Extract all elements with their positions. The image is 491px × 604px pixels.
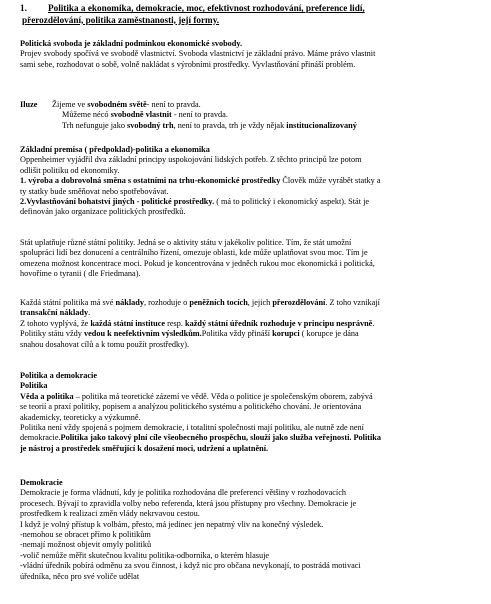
demokracie-line-3: prostředkem k realizaci změn vlády nekrvavou cestou. [20, 509, 200, 519]
title-number: 1. [20, 3, 27, 13]
illusion-list [52, 100, 357, 131]
demokracie-line-1: Demokracie je forma vládnutí, kdy je politika rozhodována dle preferencí většiny v rozhodovacích [20, 488, 346, 498]
costs-line-4: Politiky státu vždy vedou k neefektivním výsledkům.Politika vždy přináší korupci ( korupce je dána [20, 329, 359, 339]
premise-para-line-1: Oppenheimer vyjádřil dva základní principy uspokojování lidských potřeb. Z těchto principů lze potom [20, 155, 362, 165]
demokracie-line-4: I když je volný přístup k volbám, přesto, má jedinec jen nepatrný vliv na konečný výsledek. [20, 519, 324, 529]
illusion-line-1: Žijeme ve svobodném světě- není to pravda. [52, 100, 201, 109]
demokracie-bullet-2: -nemají možnost objevit omyly politiků [20, 540, 152, 550]
costs-line-2: transakční náklady. [20, 308, 91, 318]
demokracie-line-2: procesech. Bývají to zpravidla volby nebo referenda, která jsou přístupny pro všechny. Demokracie je [20, 498, 357, 508]
premise-item-1-cont: ty statky bude směňovat nebo spotřebovávat. [20, 186, 169, 196]
premise-item-1: 1. výroba a dobrovolná směna s ostatními na trhu-ekonomické prostředky Člověk může vyrábět statky a [20, 176, 381, 186]
state-line-2: spolupráci lidí bez donucení a centrálního řízení, omezuje oblasti, kde může uplatňovat svou moc. Tím je [20, 248, 368, 258]
page-title [20, 3, 365, 26]
state-line-4: hovoříme o tyranii ( dle Friedmana). [20, 269, 141, 279]
democracy-line-6: je nástroj a prostředek směřující k dosažení moci, udržení a uplatnění. [20, 443, 269, 453]
title-line-1: Politika a ekonomika, demokracie, moc, efektivnost rozhodování, preference lidí, [48, 3, 365, 13]
demokracie-section [20, 478, 473, 582]
democracy-line-1: Věda a politika – politika má teoretické zázemí ve vědě. Věda o politice je společenským oborem, zabývá [20, 391, 373, 401]
democracy-line-3: akademicky, teoreticky a výzkumně. [20, 412, 141, 422]
demokracie-bullet-4-cont: úředníka, něco pro své voliče udělat [20, 571, 140, 581]
state-section [20, 238, 473, 280]
title-line-2: přerozdělování, politika zaměstnanosti, její formy. [22, 14, 220, 25]
freedom-heading: Politická svoboda je základní podmínkou ekonomické svobody. [20, 39, 243, 48]
premise-item-2: 2.Vyvlastňování bohatství jiných - politické prostředky. ( má to politický i ekonomický aspekt). Stát je [20, 197, 370, 207]
democracy-line-4: Politika není vždy spojená s pojmem demokracie, i totalitní společnosti mají politiku, ale nutně zde není [20, 423, 364, 433]
costs-line-1: Každá státní politika má své náklady, rozhoduje o peněžních tocích, jejich přerozdělování. Z toho vznikají [20, 298, 380, 307]
premise-heading: Základní premisa ( předpoklad)-politika a ekonomika [20, 145, 210, 154]
freedom-line-2: sami sebe, rozhodovat o sobě, volně nakládat s výrobními prostředky. Vyvlastňování přináší problém. [20, 59, 356, 69]
premise-item-2-cont: definován jako organizace politických prostředků. [20, 207, 186, 217]
illusion-line-2: Můžeme nécó svobodně vlastnit - není to pravda. [62, 110, 228, 120]
premise-para-line-2: odlišit politiku od ekonomiky. [20, 165, 120, 175]
state-line-3: omezena možnost koncentrace moci. Pokud je koncentrována v jedněch rukou moc ekonomická i politická, [20, 258, 375, 268]
costs-section [20, 298, 473, 350]
democracy-heading: Politika a demokracie [20, 371, 97, 380]
premise-section [20, 145, 473, 218]
costs-line-3: Z tohoto vyplývá, že každá státní instituce resp. každý státní úředník rozhoduje v principu nesprávně. [20, 318, 375, 328]
state-line-1: Stát uplatňuje různé státní politiky. Jedná se o aktivity státu v jakékoliv politice. Tím, že stát umožní [20, 238, 352, 247]
illusion-line-3: Trh nefunguje jako svobodný trh, není to pravda, trh je vždy nějak institucionalizovaný [62, 120, 357, 130]
politics-subheading: Politika [20, 381, 48, 391]
democracy-line-5: demokracie.Politika jako takový plní cíle všeobecného prospěchu, slouží jako služba veřejnosti. Politika [20, 433, 382, 443]
demokracie-heading: Demokracie [20, 478, 63, 487]
demokracie-bullet-3: -volič nemůže měřit skutečnou kvalitu politika-odborníka, o kterém hlasuje [20, 550, 270, 560]
costs-line-5: snahou dosahovat cílů a k tomu použít prostředky). [20, 339, 190, 349]
demokracie-bullet-4: -vládní úředník pobírá odměnu za svou činnost, i když nic pro občana nevykonají, to postrádá motivaci [20, 561, 361, 571]
democracy-line-2: se teorií a praxí politiky, popisem a analýzou politického systému a politického chování. Je orientována [20, 402, 362, 412]
freedom-line-1: Projev svobody spočívá ve svobodě vlastnictví. Svoboda vlastnictví je základní právo. Máme právo vlastnit [20, 49, 376, 59]
demokracie-bullet-1: -nemohou se obracet přímo k politikům [20, 530, 151, 540]
freedom-section [20, 39, 473, 70]
democracy-politics-section [20, 371, 473, 454]
illusion-label: Iluze [20, 100, 38, 109]
